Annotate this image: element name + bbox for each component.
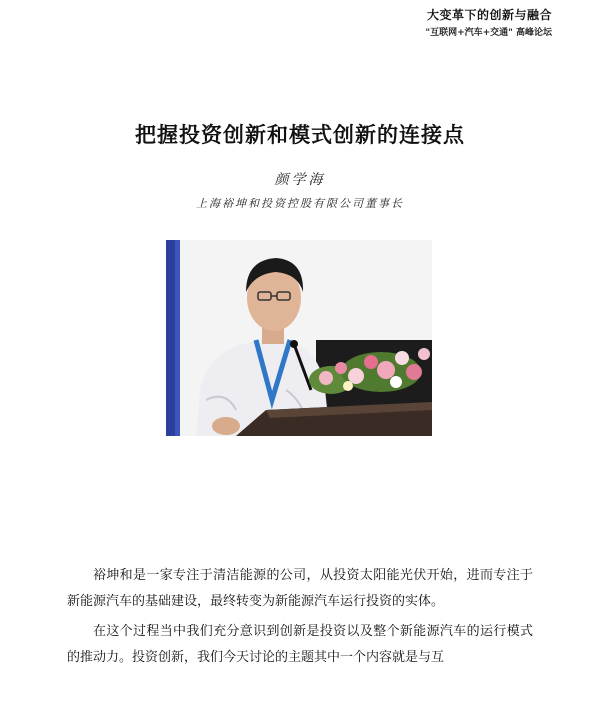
body-paragraph: 在这个过程当中我们充分意识到创新是投资以及整个新能源汽车的运行模式的推动力。投资创新，我们今天讨论的主题其中一个内容就是与互: [67, 624, 533, 665]
speaker-photo: [166, 240, 432, 436]
body-paragraph: 裕坤和是一家专注于清洁能源的公司，从投资太阳能光伏开始，进而专注于新能源汽车的基础建设，最终转变为新能源汽车运行投资的实体。: [67, 568, 533, 609]
author-affiliation: 上海裕坤和投资控股有限公司董事长: [196, 197, 404, 210]
article-title: 把握投资创新和模式创新的连接点: [135, 123, 465, 147]
header-forum-subtitle: "互联网+汽车+交通" 高峰论坛: [425, 28, 552, 38]
speaker-at-podium-photo: [166, 240, 432, 436]
article-body: [67, 563, 533, 675]
header-forum-title: 大变革下的创新与融合: [426, 8, 552, 22]
article-author: 颜学海: [274, 172, 326, 188]
page-header: [425, 6, 552, 38]
